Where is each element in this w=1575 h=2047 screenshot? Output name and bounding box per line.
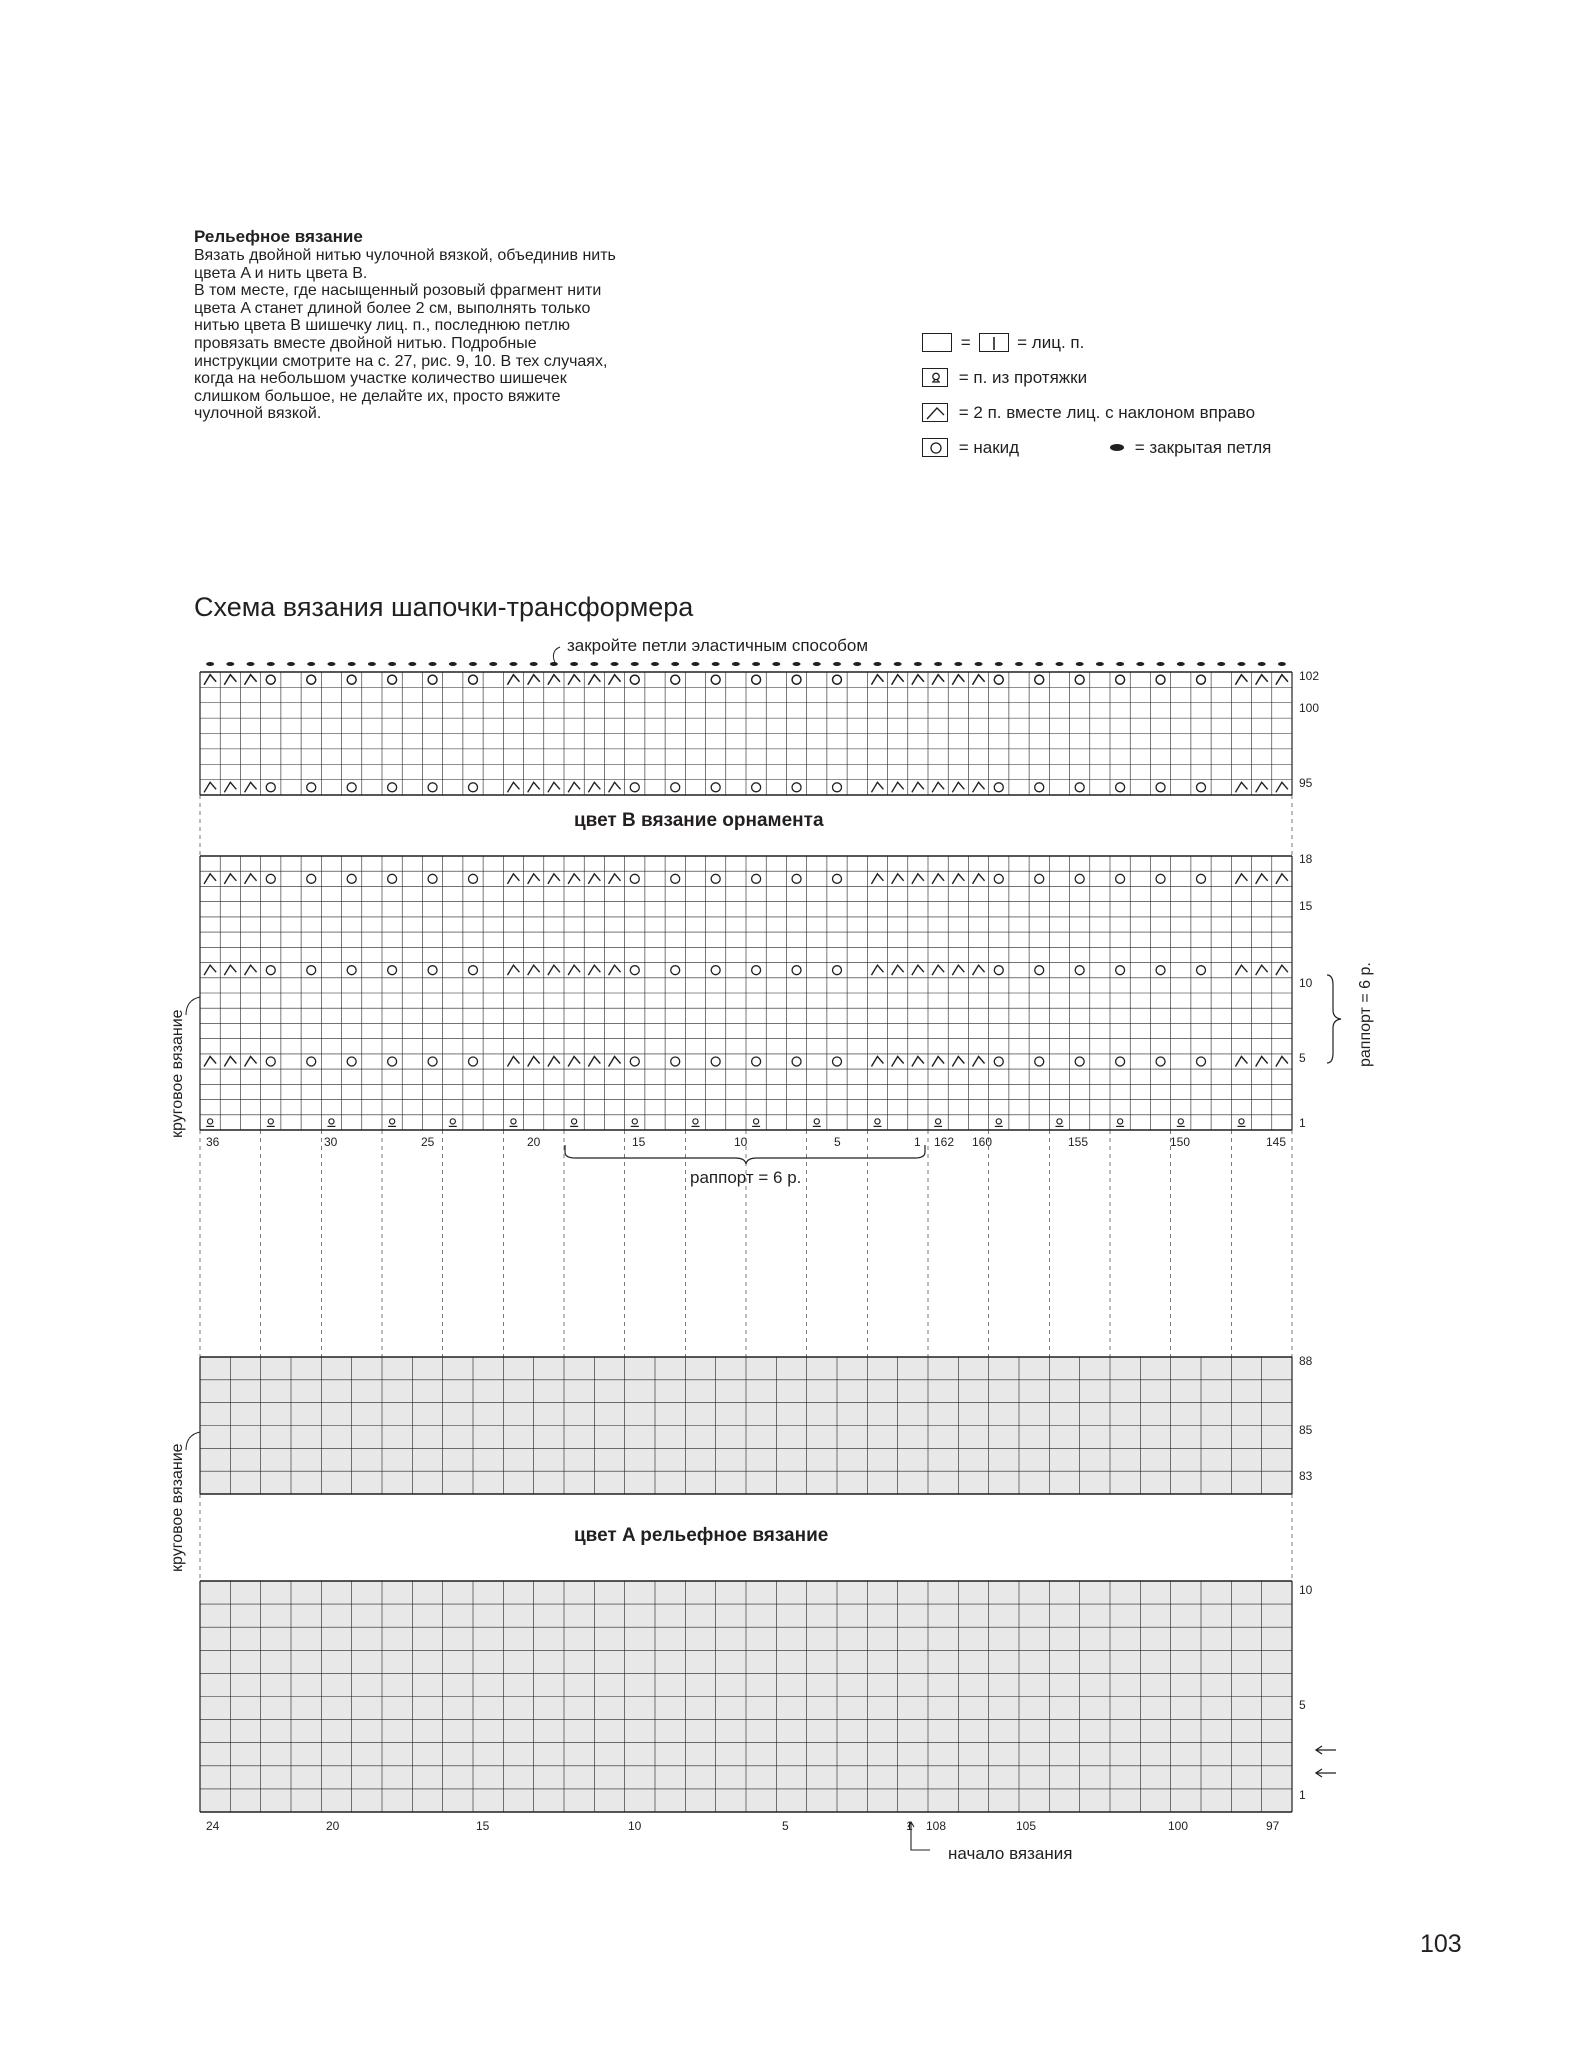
- repeat-label-side: раппорт = 6 р.: [1357, 962, 1374, 1067]
- bindoff-dot-icon: [813, 662, 821, 666]
- top-row-label: 100: [1299, 701, 1320, 715]
- bindoff-dot-icon: [833, 662, 841, 666]
- bindoff-dot-icon: [995, 662, 1003, 666]
- bindoff-dot-icon: [691, 662, 699, 666]
- bindoff-dot-icon: [611, 662, 619, 666]
- bindoff-dot-icon: [793, 662, 801, 666]
- bindoff-dot-icon: [388, 662, 396, 666]
- top-stitch-label: 25: [421, 1135, 435, 1149]
- top-stitch-label: 155: [1068, 1135, 1089, 1149]
- top-row-label: 95: [1299, 776, 1313, 790]
- bindoff-dot-icon: [469, 662, 477, 666]
- bindoff-dot-icon: [1015, 662, 1023, 666]
- bindoff-dot-icon: [408, 662, 416, 666]
- bottom-stitch-label: 1: [906, 1819, 913, 1833]
- row-direction-arrow: [1316, 1746, 1336, 1754]
- top-stitch-label: 10: [734, 1135, 748, 1149]
- top-stitch-label: 15: [632, 1135, 646, 1149]
- chart-title: Схема вязания шапочки-трансформера: [194, 592, 694, 622]
- bottom-stitch-label: 24: [206, 1819, 220, 1833]
- row-direction-arrow: [1316, 1769, 1336, 1777]
- bindoff-dot-icon: [226, 662, 234, 666]
- bindoff-dot-icon: [712, 662, 720, 666]
- bindoff-dot-icon: [550, 662, 558, 666]
- upper-bottom-row-label: 85: [1299, 1423, 1313, 1437]
- bindoff-dot-icon: [651, 662, 659, 666]
- top-stitch-label: 30: [324, 1135, 338, 1149]
- top-stitch-label: 162: [934, 1135, 955, 1149]
- bottom-stitch-label: 108: [926, 1819, 947, 1833]
- chart-grids: [200, 672, 1292, 1812]
- bottom-stitch-label: 15: [476, 1819, 490, 1833]
- bottom-stitch-label: 20: [326, 1819, 340, 1833]
- bindoff-dot-icon: [631, 662, 639, 666]
- intro-title: Рельефное вязание: [194, 227, 363, 246]
- lower-bottom-row-label: 5: [1299, 1698, 1306, 1712]
- bindoff-dot-icon: [1055, 662, 1063, 666]
- lower-bottom-row-label: 10: [1299, 1583, 1313, 1597]
- mid-row-label: 18: [1299, 852, 1313, 866]
- mid-row-label: 5: [1299, 1051, 1306, 1065]
- repeat-label-bottom: раппорт = 6 р.: [690, 1168, 802, 1187]
- start-label: начало вязания: [948, 1844, 1073, 1863]
- bottom-stitch-label: 105: [1016, 1819, 1037, 1833]
- round-knitting-label-1: круговое вязание: [169, 1009, 186, 1138]
- bindoff-dot-icon: [267, 662, 275, 666]
- bindoff-dot-icon: [429, 662, 437, 666]
- grid-rows-1-18: [200, 856, 1292, 1130]
- bottom-stitch-label: 5: [782, 1819, 789, 1833]
- top-stitch-label: 150: [1170, 1135, 1191, 1149]
- bindoff-dot-icon: [1116, 662, 1124, 666]
- bindoff-dot-icon: [1177, 662, 1185, 666]
- bindoff-dot-icon: [1157, 662, 1165, 666]
- top-stitch-label: 145: [1266, 1135, 1287, 1149]
- bindoff-dot-icon: [206, 662, 214, 666]
- upper-bottom-row-label: 83: [1299, 1469, 1313, 1483]
- round-knitting-label-2: круговое вязание: [169, 1443, 186, 1572]
- bindoff-dot-icon: [894, 662, 902, 666]
- top-stitch-label: 160: [972, 1135, 993, 1149]
- bindoff-dot-icon: [489, 662, 497, 666]
- grid-rows-83-88: [200, 1357, 1292, 1494]
- legend-k2tog-text: = 2 п. вместе лиц. с наклоном вправо: [958, 402, 1256, 422]
- bindoff-dot-icon: [1076, 662, 1084, 666]
- page-number: 103: [1420, 1930, 1462, 1958]
- mid-row-label: 15: [1299, 899, 1313, 913]
- bottom-stitch-label: 10: [628, 1819, 642, 1833]
- top-band-label: цвет B вязание орнамента: [574, 810, 824, 831]
- bindoff-dot-icon: [934, 662, 942, 666]
- bindoff-dot-icon: [307, 662, 315, 666]
- lower-bottom-row-label: 1: [1299, 1788, 1306, 1802]
- bindoff-dot-icon: [530, 662, 538, 666]
- bindoff-dot-icon: [1258, 662, 1266, 666]
- top-stitch-label: 1: [914, 1135, 921, 1149]
- bottom-stitch-label: 97: [1266, 1819, 1280, 1833]
- top-stitch-label: 20: [527, 1135, 541, 1149]
- legend-eq: =: [960, 332, 971, 352]
- bindoff-dot-icon: [509, 662, 517, 666]
- top-stitch-label: 5: [834, 1135, 841, 1149]
- legend-bindoff-text: = закрытая петля: [1134, 437, 1272, 457]
- note-arrow: [553, 647, 560, 664]
- bottom-band-label: цвет A рельефное вязание: [574, 1525, 829, 1546]
- bindoff-dot-icon: [975, 662, 983, 666]
- bindoff-dot-icon: [1217, 662, 1225, 666]
- bindoff-dot-icon: [247, 662, 255, 666]
- round-hook: [186, 1432, 200, 1450]
- bindoff-note: закройте петли эластичным способом: [567, 636, 869, 655]
- grid-rows-95-102: [200, 672, 1292, 795]
- grid-rows-1-10: [200, 1581, 1292, 1812]
- top-stitch-label: 36: [206, 1135, 220, 1149]
- bindoff-dot-icon: [287, 662, 295, 666]
- bindoff-dot-icon: [449, 662, 457, 666]
- bindoff-dot-icon: [914, 662, 922, 666]
- bindoff-dot-icon: [671, 662, 679, 666]
- mid-row-label: 1: [1299, 1116, 1306, 1130]
- bindoff-dot-icon: [732, 662, 740, 666]
- bindoff-dot-icon: [1197, 662, 1205, 666]
- legend-yo-text: = накид: [958, 437, 1020, 457]
- legend-knit-text: = лиц. п.: [1017, 332, 1085, 352]
- repeat-brace-side: [1327, 975, 1341, 1063]
- bindoff-dot-icon: [327, 662, 335, 666]
- bindoff-dot-icon: [853, 662, 861, 666]
- bindoff-dot-icon: [954, 662, 962, 666]
- bindoff-dot-icon: [1136, 662, 1144, 666]
- legend-pulled-text: = п. из протяжки: [958, 367, 1088, 387]
- top-row-label: 102: [1299, 669, 1320, 683]
- intro-body: Вязать двойной нитью чулочной вязкой, объединив нить цвета A и нить цвета B. В том месте, где насыщенный розовый фрагмент нити цвета A станет длиной более 2 см, выполнять только нитью цвета B шишечку лиц. п., последнюю петлю провязать вместе двойной нитью. Подробные инструкции смотрите на с. 27, рис. 9, 10. В тех случаях, когда на небольшом участке количество шишечек слишком большое, не делайте их, просто вяжите чулочной вязкой.: [194, 247, 616, 423]
- mid-row-label: 10: [1299, 976, 1313, 990]
- round-hook: [186, 997, 200, 1015]
- bindoff-dot-icon: [1096, 662, 1104, 666]
- bindoff-dot-icon: [570, 662, 578, 666]
- bottom-stitch-label: 100: [1168, 1819, 1189, 1833]
- bindoff-dot-icon: [873, 662, 881, 666]
- bindoff-dot-icon: [1035, 662, 1043, 666]
- bindoff-dot-icon: [368, 662, 376, 666]
- bindoff-dot-icon: [590, 662, 598, 666]
- bindoff-dot-icon: [348, 662, 356, 666]
- bindoff-dot-icon: [772, 662, 780, 666]
- bindoff-dot-icon: [1278, 662, 1286, 666]
- upper-bottom-row-label: 88: [1299, 1354, 1313, 1368]
- bindoff-dot-icon: [1237, 662, 1245, 666]
- bindoff-dot-icon: [752, 662, 760, 666]
